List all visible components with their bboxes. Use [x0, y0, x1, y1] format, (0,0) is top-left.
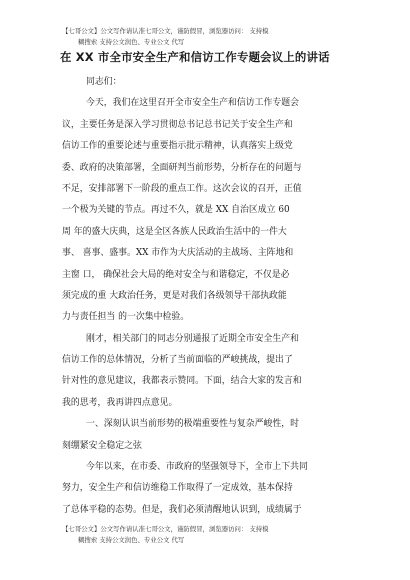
text-line: 力与责任担当 的一次集中检验。 — [62, 312, 190, 323]
paragraph-1 — [62, 93, 358, 328]
text-line: 今年以来，在市委、市政府的坚强领导下，全市上下共同 — [86, 462, 308, 473]
text-line: 一、深刻认识当前形势的极端重要性与复杂严峻性，时 — [86, 419, 299, 430]
footer-line-2: 糊搜索 支持公文润色、专业公文 代写 — [78, 536, 185, 544]
text-line: 议，主要任务是深入学习贯彻总书记总书记关于安全生产和 — [62, 119, 293, 130]
section-heading-1 — [62, 414, 358, 457]
document-body — [62, 72, 358, 521]
text-line: 刚才，相关部门的同志分别通报了近期全市安全生产和 — [86, 333, 299, 344]
header-line-1: 【七哥公文】公文写作请认准七哥公文，谨防假冒，浏览器访问： 支持模 — [62, 27, 269, 35]
text-line: 努力，安全生产和信访维稳工作取得了一定成效，基本保持 — [62, 483, 293, 494]
text-line: 周 年的盛大庆典，这是全区各族人民政治生活中的一件大 — [62, 226, 287, 237]
text-line: 今天，我们在这里召开全市安全生产和信访工作专题会 — [86, 98, 299, 109]
paragraph-2 — [62, 329, 358, 415]
text-line: 一个极为关键的节点。再过不久，就是 XX 自治区成立 60 — [62, 205, 290, 216]
text-line: 主窗 口， 确保社会大局的绝对安全与和谐稳定，不仅是必 — [62, 269, 290, 280]
footer-line-1: 【七哥公文】公文写作请认准七哥公文，谨防假冒，浏览器访问： 支持模 — [62, 525, 269, 533]
text-line: 信访工作的重要论述与重要指示批示精神，认真落实上级党 — [62, 141, 293, 152]
text-line: 委、政府的决策部署，全面研判当前形势，分析存在的问题与 — [62, 162, 302, 173]
text-line: 针对性的意见建议，我都表示赞同。下面，结合大家的发言和 — [62, 376, 302, 387]
text-line: 不足，安排部署下一阶段的重点工作。这次会议的召开，正值 — [62, 183, 302, 194]
text-line: 刻绷紧安全稳定之弦 — [62, 440, 142, 451]
paragraph-3 — [62, 457, 358, 521]
text-line: 了总体平稳的态势。但是，我们必须清醒地认识到，成绩属于 — [62, 504, 302, 515]
page-header — [62, 26, 362, 48]
salutation: 同志们： — [86, 77, 122, 87]
text-line: 事、 喜事、盛事。XX 市作为大庆活动的主战场、主阵地和 — [62, 248, 294, 259]
text-line: 信访工作的总体情况，分析了当前面临的严峻挑战，提出了 — [62, 355, 293, 366]
text-line: 须完成的重 大政治任务，更是对我们各级领导干部执政能 — [62, 290, 287, 301]
document-title: 在 XX 市全市安全生产和信访工作专题会议上的讲话 — [60, 50, 330, 64]
header-line-2: 糊搜索 支持公文润色、专业公文 代写 — [78, 38, 185, 46]
text-line: 我的思考，我再讲四点意见。 — [62, 397, 178, 408]
page-footer — [62, 524, 362, 546]
